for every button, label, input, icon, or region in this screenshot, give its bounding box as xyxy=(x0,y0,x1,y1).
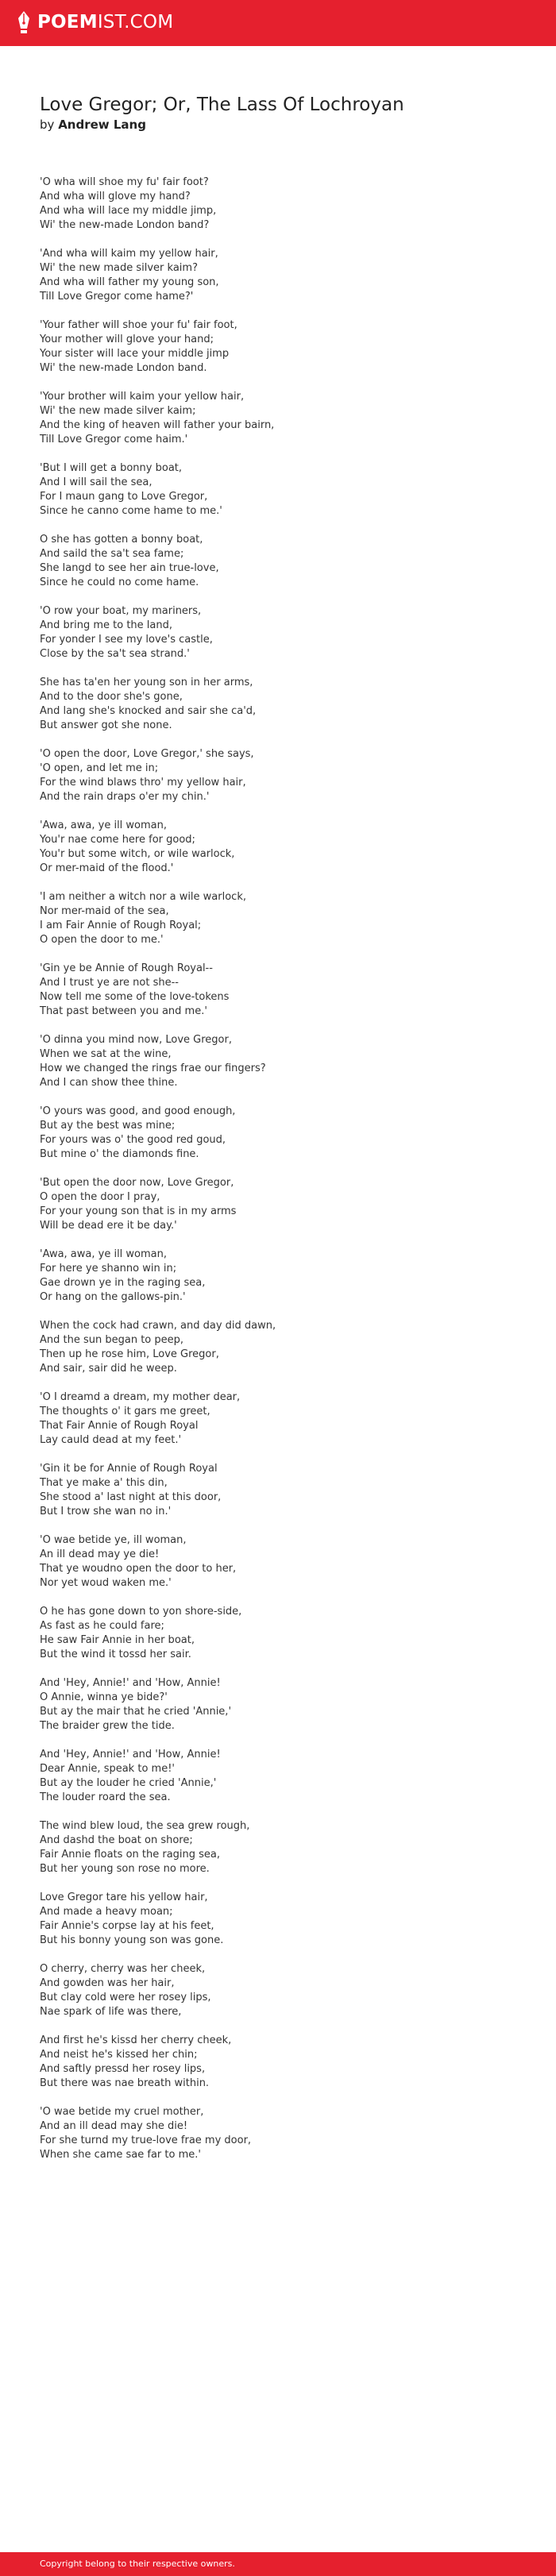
poem-line: And to the door she's gone, xyxy=(40,691,183,703)
poem-line: And wha will lace my middle jimp, xyxy=(40,205,217,217)
poem-line: But the wind it tossd her sair. xyxy=(40,1649,191,1660)
stanza xyxy=(40,747,516,804)
poem-line: But clay cold were her rosey lips, xyxy=(40,1992,211,2003)
poem-line: The louder roard the sea. xyxy=(40,1791,171,1803)
stanza xyxy=(40,2105,516,2162)
poem-line: Close by the sa't sea strand.' xyxy=(40,648,190,660)
stanza xyxy=(40,1248,516,1305)
poem-line: And saftly pressd her rosey lips, xyxy=(40,2063,206,2075)
stanza xyxy=(40,604,516,661)
poem-line: 'Gin ye be Annie of Rough Royal-- xyxy=(40,962,213,974)
poem-line: 'Gin it be for Annie of Rough Royal xyxy=(40,1463,218,1475)
poem-line: And the king of heaven will father your bairn, xyxy=(40,419,275,431)
poem-line: But answer got she none. xyxy=(40,719,172,731)
stanza xyxy=(40,890,516,947)
poem-line: And gowden was her hair, xyxy=(40,1977,175,1989)
poem-line: Now tell me some of the love-tokens xyxy=(40,991,230,1003)
poem-line: That past between you and me.' xyxy=(40,1005,207,1017)
logo-text-bold: POEM xyxy=(37,12,98,33)
poem-line: He saw Fair Annie in her boat, xyxy=(40,1634,195,1646)
poem-line: Till Love Gregor come haim.' xyxy=(40,434,188,445)
poem-line: Then up he rose him, Love Gregor, xyxy=(40,1348,219,1360)
poem-line: But I trow she wan no in.' xyxy=(40,1506,172,1517)
site-logo-link[interactable] xyxy=(17,11,173,33)
poem-line: 'O yours was good, and good enough, xyxy=(40,1105,236,1117)
poem-line: 'But open the door now, Love Gregor, xyxy=(40,1177,234,1189)
stanza xyxy=(40,1390,516,1448)
poem-line: And sair, sair did he weep. xyxy=(40,1363,177,1375)
poem-line: And the rain draps o'er my chin.' xyxy=(40,791,210,803)
stanza xyxy=(40,1891,516,1948)
poem-line: 'O open, and let me in; xyxy=(40,762,159,774)
poem-line: For here ye shanno win in; xyxy=(40,1263,177,1275)
poem-line: She langd to see her ain true-love, xyxy=(40,562,219,574)
poem-line: And I trust ye are not she-- xyxy=(40,977,179,989)
poem-line: 'O row your boat, my mariners, xyxy=(40,605,202,617)
poem-line: For she turnd my true-love frae my door, xyxy=(40,2134,252,2146)
stanza xyxy=(40,318,516,376)
poem-line: Love Gregor tare his yellow hair, xyxy=(40,1892,208,1903)
poem-line: She has ta'en her young son in her arms, xyxy=(40,677,253,688)
poem-line: But ay the mair that he cried 'Annie,' xyxy=(40,1706,232,1718)
poem-line: And saild the sa't sea fame; xyxy=(40,548,184,560)
poem-line: That ye make a' this din, xyxy=(40,1477,168,1489)
poem-line: Will be dead ere it be day.' xyxy=(40,1220,177,1232)
poem-line: 'Awa, awa, ye ill woman, xyxy=(40,819,168,831)
poem-line: But ay the best was mine; xyxy=(40,1120,176,1132)
stanza xyxy=(40,461,516,519)
stanza xyxy=(40,1962,516,2019)
stanza xyxy=(40,1033,516,1090)
byline xyxy=(40,117,146,133)
stanza xyxy=(40,175,516,233)
poem-line: Gae drown ye in the raging sea, xyxy=(40,1277,206,1289)
poem-line: An ill dead may ye die! xyxy=(40,1548,160,1560)
poem-line: But mine o' the diamonds fine. xyxy=(40,1148,199,1160)
pen-nib-icon xyxy=(17,11,30,33)
poem-line: For the wind blaws thro' my yellow hair, xyxy=(40,777,246,789)
stanza xyxy=(40,1819,516,1876)
poem-line: And dashd the boat on shore; xyxy=(40,1834,193,1846)
poem-line: 'I am neither a witch nor a wile warlock, xyxy=(40,891,246,903)
logo-text-light: IST.COM xyxy=(97,12,174,33)
stanza xyxy=(40,1676,516,1733)
poem-line: Wi' the new-made London band? xyxy=(40,219,210,231)
poem-line: But her young son rose no more. xyxy=(40,1863,210,1875)
site-header xyxy=(0,0,556,46)
poem-line: 'O wae betide ye, ill woman, xyxy=(40,1534,187,1546)
poem-line: O he has gone down to yon shore-side, xyxy=(40,1606,242,1618)
poem-line: Since he could no come hame. xyxy=(40,577,199,588)
stanza xyxy=(40,1533,516,1591)
stanza xyxy=(40,1105,516,1162)
poem-line: 'O dinna you mind now, Love Gregor, xyxy=(40,1034,232,1046)
site-logo-text xyxy=(37,11,173,33)
poem-line: Till Love Gregor come hame?' xyxy=(40,291,194,303)
poem-line: Fair Annie's corpse lay at his feet, xyxy=(40,1920,214,1932)
by-label: by xyxy=(40,118,55,132)
site-footer xyxy=(0,2552,556,2576)
poem-line: For yonder I see my love's castle, xyxy=(40,634,213,646)
poem-line: And the sun began to peep, xyxy=(40,1334,184,1346)
poem-line: 'O I dreamd a dream, my mother dear, xyxy=(40,1391,241,1403)
poem-line: For your young son that is in my arms xyxy=(40,1205,237,1217)
poem-line: Nor yet woud waken me.' xyxy=(40,1577,172,1589)
poem-line: And first he's kissd her cherry cheek, xyxy=(40,2034,232,2046)
stanza xyxy=(40,1462,516,1519)
poem-line: And made a heavy moan; xyxy=(40,1906,173,1918)
poem-line: When she came sae far to me.' xyxy=(40,2149,201,2161)
poem-line: 'And wha will kaim my yellow hair, xyxy=(40,248,218,260)
poem-line: And neist he's kissed her chin; xyxy=(40,2049,198,2061)
stanza xyxy=(40,819,516,876)
poem-line: 'Your father will shoe your fu' fair foot, xyxy=(40,319,237,331)
poem-line: Nae spark of life was there, xyxy=(40,2006,182,2018)
poem-line: But his bonny young son was gone. xyxy=(40,1934,224,1946)
poem-line: The thoughts o' it gars me greet, xyxy=(40,1406,210,1417)
poem-line: That Fair Annie of Rough Royal xyxy=(40,1420,199,1432)
poem-line: Nor mer-maid of the sea, xyxy=(40,905,169,917)
poem-line: But ay the louder he cried 'Annie,' xyxy=(40,1777,217,1789)
stanza xyxy=(40,533,516,590)
poem-line: Fair Annie floats on the raging sea, xyxy=(40,1849,221,1861)
poem-line: 'Awa, awa, ye ill woman, xyxy=(40,1248,168,1260)
poem-line: When we sat at the wine, xyxy=(40,1048,172,1060)
copyright-text: Copyright belong to their respective owners. xyxy=(40,2559,235,2569)
poem-line: Or mer-maid of the flood.' xyxy=(40,862,174,874)
poem-line: Or hang on the gallows-pin.' xyxy=(40,1291,186,1303)
poem-line: For I maun gang to Love Gregor, xyxy=(40,491,208,503)
poem-line: 'Your brother will kaim your yellow hair, xyxy=(40,391,245,403)
stanza xyxy=(40,1176,516,1233)
poem-line: How we changed the rings frae our fingers? xyxy=(40,1062,266,1074)
poem-line: She stood a' last night at this door, xyxy=(40,1491,222,1503)
poem-line: O she has gotten a bonny boat, xyxy=(40,534,203,546)
poem-line: O cherry, cherry was her cheek, xyxy=(40,1963,206,1975)
poem-line: And wha will glove my hand? xyxy=(40,191,191,202)
poem-line: That ye woudno open the door to her, xyxy=(40,1563,237,1575)
poem-body xyxy=(40,175,516,2177)
poem-line: And I can show thee thine. xyxy=(40,1077,178,1089)
poem-line: When the cock had crawn, and day did dawn, xyxy=(40,1320,276,1332)
stanza xyxy=(40,247,516,304)
poem-line: Wi' the new-made London band. xyxy=(40,362,207,374)
poem-line: O open the door I pray, xyxy=(40,1191,160,1203)
poem-line: 'But I will get a bonny boat, xyxy=(40,462,183,474)
stanza xyxy=(40,962,516,1019)
poem-line: Lay cauld dead at my feet.' xyxy=(40,1434,182,1446)
poem-line: And 'Hey, Annie!' and 'How, Annie! xyxy=(40,1749,221,1760)
stanza xyxy=(40,1748,516,1805)
poem-line: And lang she's knocked and sair she ca'd, xyxy=(40,705,257,717)
stanza xyxy=(40,390,516,447)
poem-line: Dear Annie, speak to me!' xyxy=(40,1763,175,1775)
stanza xyxy=(40,676,516,733)
poem-line: The wind blew loud, the sea grew rough, xyxy=(40,1820,250,1832)
poem-line: The braider grew the tide. xyxy=(40,1720,175,1732)
poem-line: And 'Hey, Annie!' and 'How, Annie! xyxy=(40,1677,221,1689)
poem-line: Wi' the new made silver kaim? xyxy=(40,262,198,274)
stanza xyxy=(40,1605,516,1662)
poem-line: Since he canno come hame to me.' xyxy=(40,505,222,517)
poem-line: As fast as he could fare; xyxy=(40,1620,164,1632)
poem-line: I am Fair Annie of Rough Royal; xyxy=(40,920,202,931)
author-link[interactable]: Andrew Lang xyxy=(58,118,146,132)
poem-line: You'r nae come here for good; xyxy=(40,834,195,846)
stanza xyxy=(40,2034,516,2091)
poem-title: Love Gregor; Or, The Lass Of Lochroyan xyxy=(40,94,404,115)
poem-line: O open the door to me.' xyxy=(40,934,164,946)
poem-line: O Annie, winna ye bide?' xyxy=(40,1691,168,1703)
poem-line: 'O open the door, Love Gregor,' she says, xyxy=(40,748,254,760)
poem-line: Wi' the new made silver kaim; xyxy=(40,405,196,417)
stanza xyxy=(40,1319,516,1376)
poem-line: And bring me to the land, xyxy=(40,619,172,631)
poem-line: But there was nae breath within. xyxy=(40,2077,210,2089)
poem-line: And wha will father my young son, xyxy=(40,276,219,288)
poem-line: Your sister will lace your middle jimp xyxy=(40,348,230,360)
poem-line: For yours was o' the good red goud, xyxy=(40,1134,226,1146)
poem-line: 'O wae betide my cruel mother, xyxy=(40,2106,204,2118)
poem-line: And I will sail the sea, xyxy=(40,476,153,488)
poem-line: You'r but some witch, or wile warlock, xyxy=(40,848,235,860)
poem-line: 'O wha will shoe my fu' fair foot? xyxy=(40,176,209,188)
poem-line: Your mother will glove your hand; xyxy=(40,334,214,345)
poem-line: And an ill dead may she die! xyxy=(40,2120,188,2132)
